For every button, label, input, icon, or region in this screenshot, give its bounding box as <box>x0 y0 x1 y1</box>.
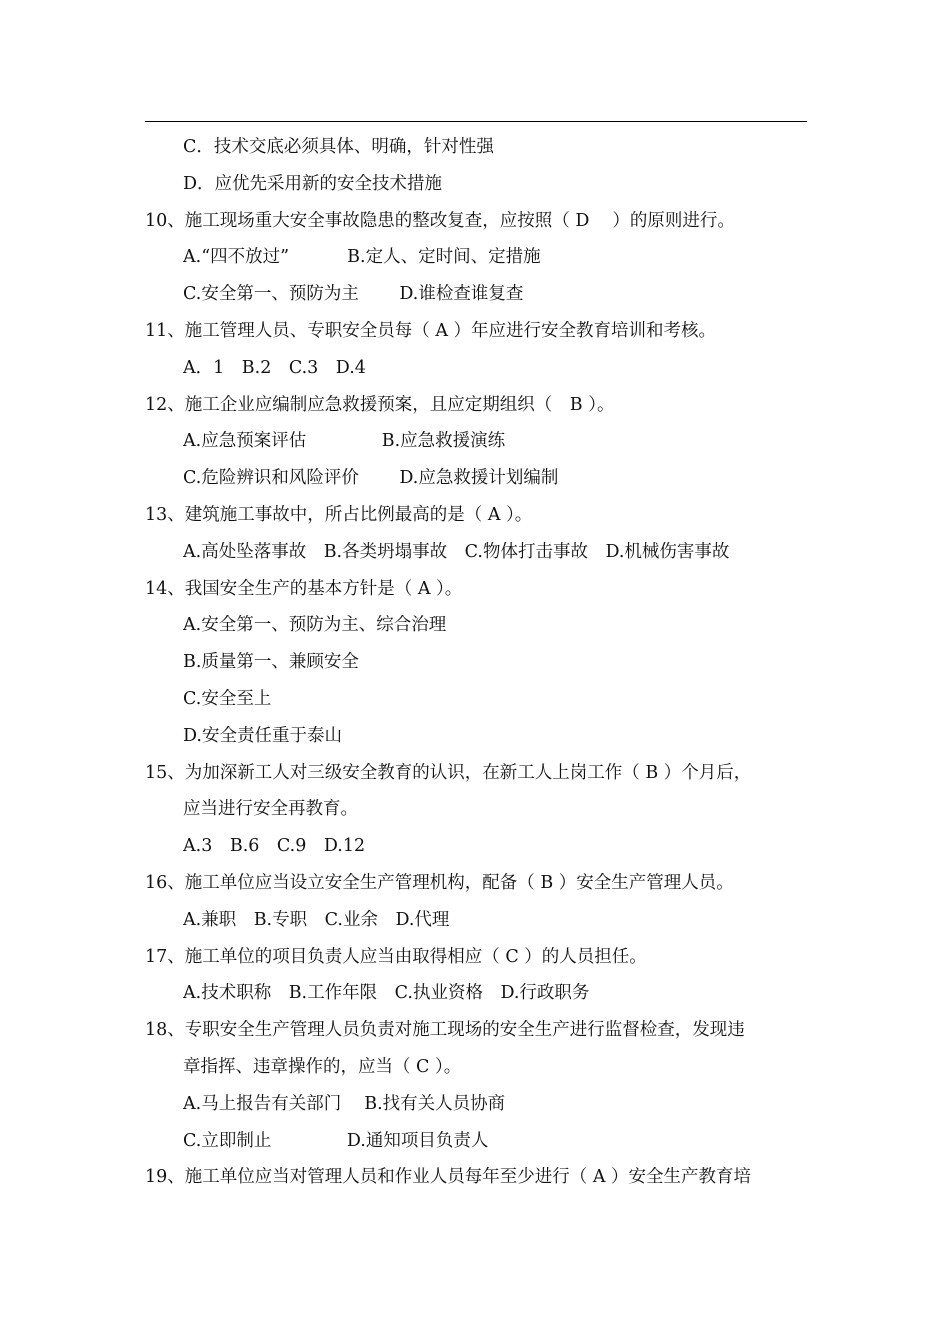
option-line: C.安全第一、预防为主 D.谁检查谁复查 <box>183 284 524 305</box>
option-line: A.安全第一、预防为主、综合治理 <box>183 615 447 636</box>
option-line: C.危险辨识和风险评价 D.应急救援计划编制 <box>183 468 559 489</box>
option-line: D.安全责任重于泰山 <box>183 725 342 746</box>
question-list <box>145 129 810 1196</box>
question-line: 17、施工单位的项目负责人应当由取得相应（ C ）的人员担任。 <box>145 946 647 967</box>
question-line: 15、为加深新工人对三级安全教育的认识，在新工人上岗工作（ B ）个月后， <box>145 762 752 783</box>
option-line: A.应急预案评估 B.应急救援演练 <box>183 431 506 452</box>
option-line: B.质量第一、兼顾安全 <box>183 652 359 673</box>
question-line: 19、施工单位应当对管理人员和作业人员每年至少进行（ A ）安全生产教育培 <box>145 1167 752 1188</box>
option-line: A.3 B.6 C.9 D.12 <box>183 836 366 857</box>
question-line: 11、施工管理人员、专职安全员每（ A ）年应进行安全教育培训和考核。 <box>145 320 717 341</box>
header-rule <box>145 121 807 122</box>
option-line: A．1 B.2 C.3 D.4 <box>183 357 366 378</box>
option-line: D．应优先采用新的安全技术措施 <box>183 173 443 194</box>
question-line: 18、专职安全生产管理人员负责对施工现场的安全生产进行监督检查，发现违 <box>145 1020 745 1041</box>
option-line: C．技术交底必须具体、明确，针对性强 <box>183 137 494 157</box>
question-continuation-line: 章指挥、违章操作的，应当（ C ）。 <box>183 1056 462 1077</box>
option-line: A.马上报告有关部门 B.找有关人员协商 <box>183 1093 506 1114</box>
option-line: A.技术职称 B.工作年限 C.执业资格 D.行政职务 <box>183 983 590 1004</box>
option-line: C.安全至上 <box>183 688 272 709</box>
option-line: A.高处坠落事故 B.各类坍塌事故 C.物体打击事故 D.机械伤害事故 <box>183 541 730 562</box>
question-line: 10、施工现场重大安全事故隐患的整改复查，应按照（ D ）的原则进行。 <box>145 210 735 231</box>
question-continuation-line: 应当进行安全再教育。 <box>183 799 358 820</box>
question-line: 14、我国安全生产的基本方针是（ A ）。 <box>145 578 463 599</box>
option-line: C.立即制止 D.通知项目负责人 <box>183 1130 489 1151</box>
question-line: 16、施工单位应当设立安全生产管理机构，配备（ B ）安全生产管理人员。 <box>145 872 734 893</box>
question-line: 12、施工企业应编制应急救援预案，且应定期组织（ B ）。 <box>145 394 615 415</box>
question-line: 13、建筑施工事故中，所占比例最高的是（ A ）。 <box>145 504 533 525</box>
option-line: A.兼职 B.专职 C.业余 D.代理 <box>183 909 450 930</box>
option-line: A.“四不放过” B.定人、定时间、定措施 <box>183 247 541 268</box>
